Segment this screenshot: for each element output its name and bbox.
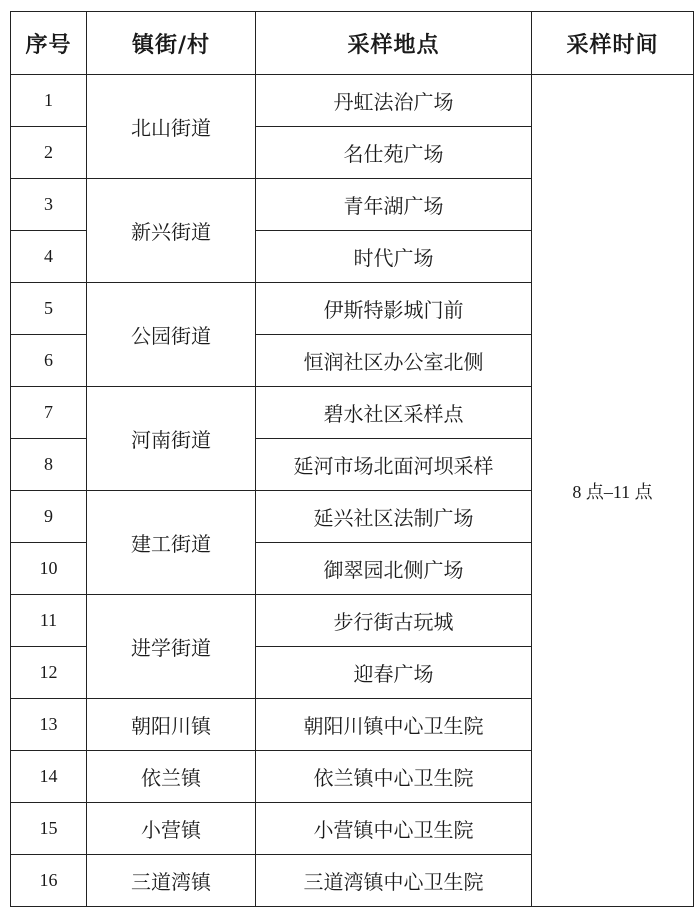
sampling-site-cell: 延兴社区法制广场	[256, 491, 532, 543]
sampling-schedule-table	[10, 11, 694, 907]
sampling-site-cell: 迎春广场	[256, 647, 532, 699]
serial-number-cell: 8	[11, 439, 87, 491]
sampling-site-cell: 恒润社区办公室北侧	[256, 335, 532, 387]
serial-number-cell: 10	[11, 543, 87, 595]
town-street-cell: 小营镇	[87, 803, 256, 855]
serial-number-cell: 15	[11, 803, 87, 855]
town-street-cell: 依兰镇	[87, 751, 256, 803]
sampling-site-cell: 时代广场	[256, 231, 532, 283]
serial-number-cell: 11	[11, 595, 87, 647]
sampling-time-cell: 8 点–11 点	[532, 75, 694, 907]
sampling-site-cell: 小营镇中心卫生院	[256, 803, 532, 855]
serial-number-cell: 3	[11, 179, 87, 231]
header-serial-number: 序号	[11, 12, 87, 75]
town-street-cell: 进学街道	[87, 595, 256, 699]
town-street-cell: 新兴街道	[87, 179, 256, 283]
serial-number-cell: 1	[11, 75, 87, 127]
table-row	[11, 75, 694, 127]
town-street-cell: 河南街道	[87, 387, 256, 491]
sampling-site-cell: 朝阳川镇中心卫生院	[256, 699, 532, 751]
serial-number-cell: 5	[11, 283, 87, 335]
sampling-site-cell: 青年湖广场	[256, 179, 532, 231]
sampling-site-cell: 三道湾镇中心卫生院	[256, 855, 532, 907]
sampling-site-cell: 碧水社区采样点	[256, 387, 532, 439]
serial-number-cell: 12	[11, 647, 87, 699]
table-body	[11, 75, 694, 907]
sampling-site-cell: 依兰镇中心卫生院	[256, 751, 532, 803]
serial-number-cell: 2	[11, 127, 87, 179]
serial-number-cell: 7	[11, 387, 87, 439]
header-sampling-time: 采样时间	[532, 12, 694, 75]
sampling-site-cell: 丹虹法治广场	[256, 75, 532, 127]
sampling-site-cell: 步行街古玩城	[256, 595, 532, 647]
sampling-site-cell: 伊斯特影城门前	[256, 283, 532, 335]
serial-number-cell: 16	[11, 855, 87, 907]
serial-number-cell: 6	[11, 335, 87, 387]
header-row	[11, 12, 694, 75]
header-town-street: 镇街/村	[87, 12, 256, 75]
sampling-site-cell: 延河市场北面河坝采样	[256, 439, 532, 491]
serial-number-cell: 13	[11, 699, 87, 751]
town-street-cell: 公园街道	[87, 283, 256, 387]
town-street-cell: 建工街道	[87, 491, 256, 595]
sampling-site-cell: 名仕苑广场	[256, 127, 532, 179]
header-sampling-site: 采样地点	[256, 12, 532, 75]
serial-number-cell: 14	[11, 751, 87, 803]
town-street-cell: 北山街道	[87, 75, 256, 179]
town-street-cell: 三道湾镇	[87, 855, 256, 907]
town-street-cell: 朝阳川镇	[87, 699, 256, 751]
serial-number-cell: 9	[11, 491, 87, 543]
serial-number-cell: 4	[11, 231, 87, 283]
sampling-site-cell: 御翠园北侧广场	[256, 543, 532, 595]
